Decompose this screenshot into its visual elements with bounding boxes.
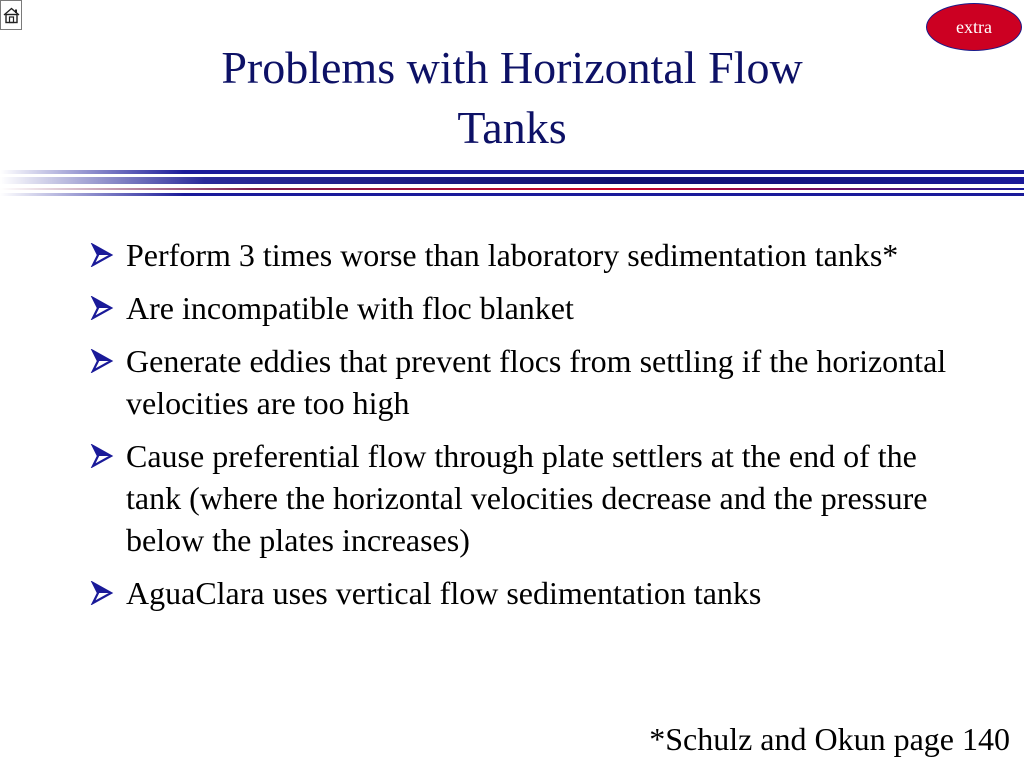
arrow-bullet-icon [90,349,114,373]
bullet-text: AguaClara uses vertical flow sedimentation tanks [126,575,762,611]
bullet-text: Are incompatible with floc blanket [126,290,574,326]
extra-badge-label: extra [956,16,992,37]
title-divider-line [0,170,1024,174]
footnote-citation: *Schulz and Okun page 140 [649,721,1010,757]
slide-title-line-1: Problems with Horizontal Flow [221,42,803,93]
arrow-bullet-icon [90,243,114,267]
home-button[interactable] [0,0,22,30]
bullet-text: Perform 3 times worse than laboratory sedimentation tanks* [126,237,899,273]
home-icon [3,7,20,24]
bullet-list [88,234,958,625]
title-divider-accent-line [0,188,1024,190]
title-divider-line [0,177,1024,184]
bullet-text: Cause preferential flow through plate settlers at the end of the tank (where the horizontal velocities decrease and the pressure below the plates increases) [126,438,928,558]
bullet-item [88,572,958,614]
bullet-item [88,340,958,424]
title-divider-line [0,193,1024,196]
bullet-item [88,287,958,329]
arrow-bullet-icon [90,296,114,320]
arrow-bullet-icon [90,444,114,468]
slide-title-line-2: Tanks [457,102,567,153]
bullet-text: Generate eddies that prevent flocs from settling if the horizontal velocities are too high [126,343,947,421]
slide-title [0,38,1024,158]
arrow-bullet-icon [90,581,114,605]
bullet-item [88,234,958,276]
bullet-item [88,435,958,561]
